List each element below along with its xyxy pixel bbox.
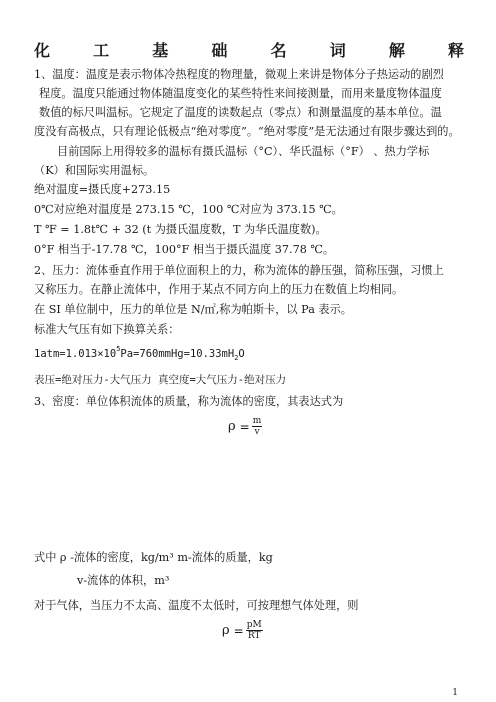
fahrenheit-formula-line: T ℉ = 1.8t℃ + 32 (t 为摄氏温度数，T 为华氏温度数)。 (34, 223, 327, 236)
gauge-vacuum-line: 表压=绝对压力-大气压力 真空度=大气压力-绝对压力 (34, 374, 287, 386)
fraction-denominator: RT (247, 631, 261, 641)
pressure-unit-line: 在 SI 单位制中，压力的单位是 N/㎡,称为帕斯卡，以 Pa 表示。 (34, 303, 352, 316)
title-char: 工 (93, 41, 110, 60)
rho-symbol: ρ (222, 623, 230, 638)
fraction (252, 416, 263, 437)
equals-sign: = (239, 419, 250, 434)
ideal-gas-density-formula (222, 620, 263, 641)
density-paragraph-line: 3、密度：单位体积流体的质量，称为流体的密度，其表达式为 (34, 395, 344, 408)
page-title (34, 38, 464, 61)
fraction (246, 620, 263, 641)
atm-conversion-line (34, 346, 245, 363)
atm-part: O (238, 348, 245, 360)
pressure-paragraph-line: 2、压力：流体垂直作用于单位面积上的力，称为流体的静压强，简称压强，习惯上 (34, 264, 444, 277)
fraction-numerator: m (252, 416, 262, 426)
temperature-paragraph-line: 度没有高极点，只有理论低极点“绝对零度”。“绝对零度”是无法通过有限步骤达到的。 (34, 125, 460, 138)
fahrenheit-conversion-line: 0°F 相当于-17.78 ℃，100°F 相当于摄氏温度 37.78 ℃。 (34, 243, 335, 256)
page-number: 1 (452, 688, 458, 698)
density-formula (228, 416, 262, 437)
title-char: 名 (270, 41, 287, 60)
ideal-gas-line: 对于气体，当压力不太高、温度不太低时，可按理想气体处理，则 (34, 599, 359, 612)
celsius-conversion-line: 0℃对应绝对温度是 273.15 ℃，100 ℃对应为 373.15 ℃。 (34, 203, 343, 216)
title-char: 础 (211, 41, 228, 60)
fraction-numerator: pM (246, 620, 262, 630)
temperature-scales-line: （K）和国际实用温标。 (34, 164, 155, 177)
atm-intro-line: 标准大气压有如下换算关系： (34, 323, 180, 336)
fraction-denominator: v (254, 427, 260, 437)
temperature-paragraph-line: 程度。温度只能通过物体随温度变化的某些特性来间接测量，而用来量度物体温度 (39, 87, 442, 100)
title-char: 基 (152, 41, 169, 60)
atm-part: 1atm=1.013×10 (34, 348, 117, 360)
title-char: 解 (388, 41, 405, 60)
atm-exponent: 5 (116, 345, 121, 353)
atm-subscript: 2 (234, 354, 239, 362)
title-char: 词 (329, 41, 346, 60)
density-variable-line: 式中 ρ -流体的密度，kg/m³ m-流体的质量，kg (34, 551, 273, 564)
equals-sign: = (233, 623, 244, 638)
title-char: 释 (447, 41, 464, 60)
temperature-paragraph-line: 1、温度：温度是表示物体冷热程度的物理量，微观上来讲是物体分子热运动的剧烈 (34, 68, 444, 81)
absolute-temperature-formula: 绝对温度=摄氏度+273.15 (34, 183, 171, 196)
density-variable-line: v-流体的体积，m³ (77, 574, 170, 587)
temperature-scales-line: 目前国际上用得较多的温标有摄氏温标（°C）、华氏温标（°F） 、热力学标 (57, 145, 430, 158)
rho-symbol: ρ (228, 419, 236, 434)
pressure-paragraph-line: 又称压力。在静止流体中，作用于某点不同方向上的压力在数值上均相同。 (34, 283, 404, 296)
title-char: 化 (34, 41, 51, 60)
atm-part: Pa=760mmHg=10.33mH (120, 348, 235, 360)
temperature-paragraph-line: 数值的标尺叫温标。它规定了温度的读数起点（零点）和测量温度的基本单位。温 (39, 106, 442, 119)
